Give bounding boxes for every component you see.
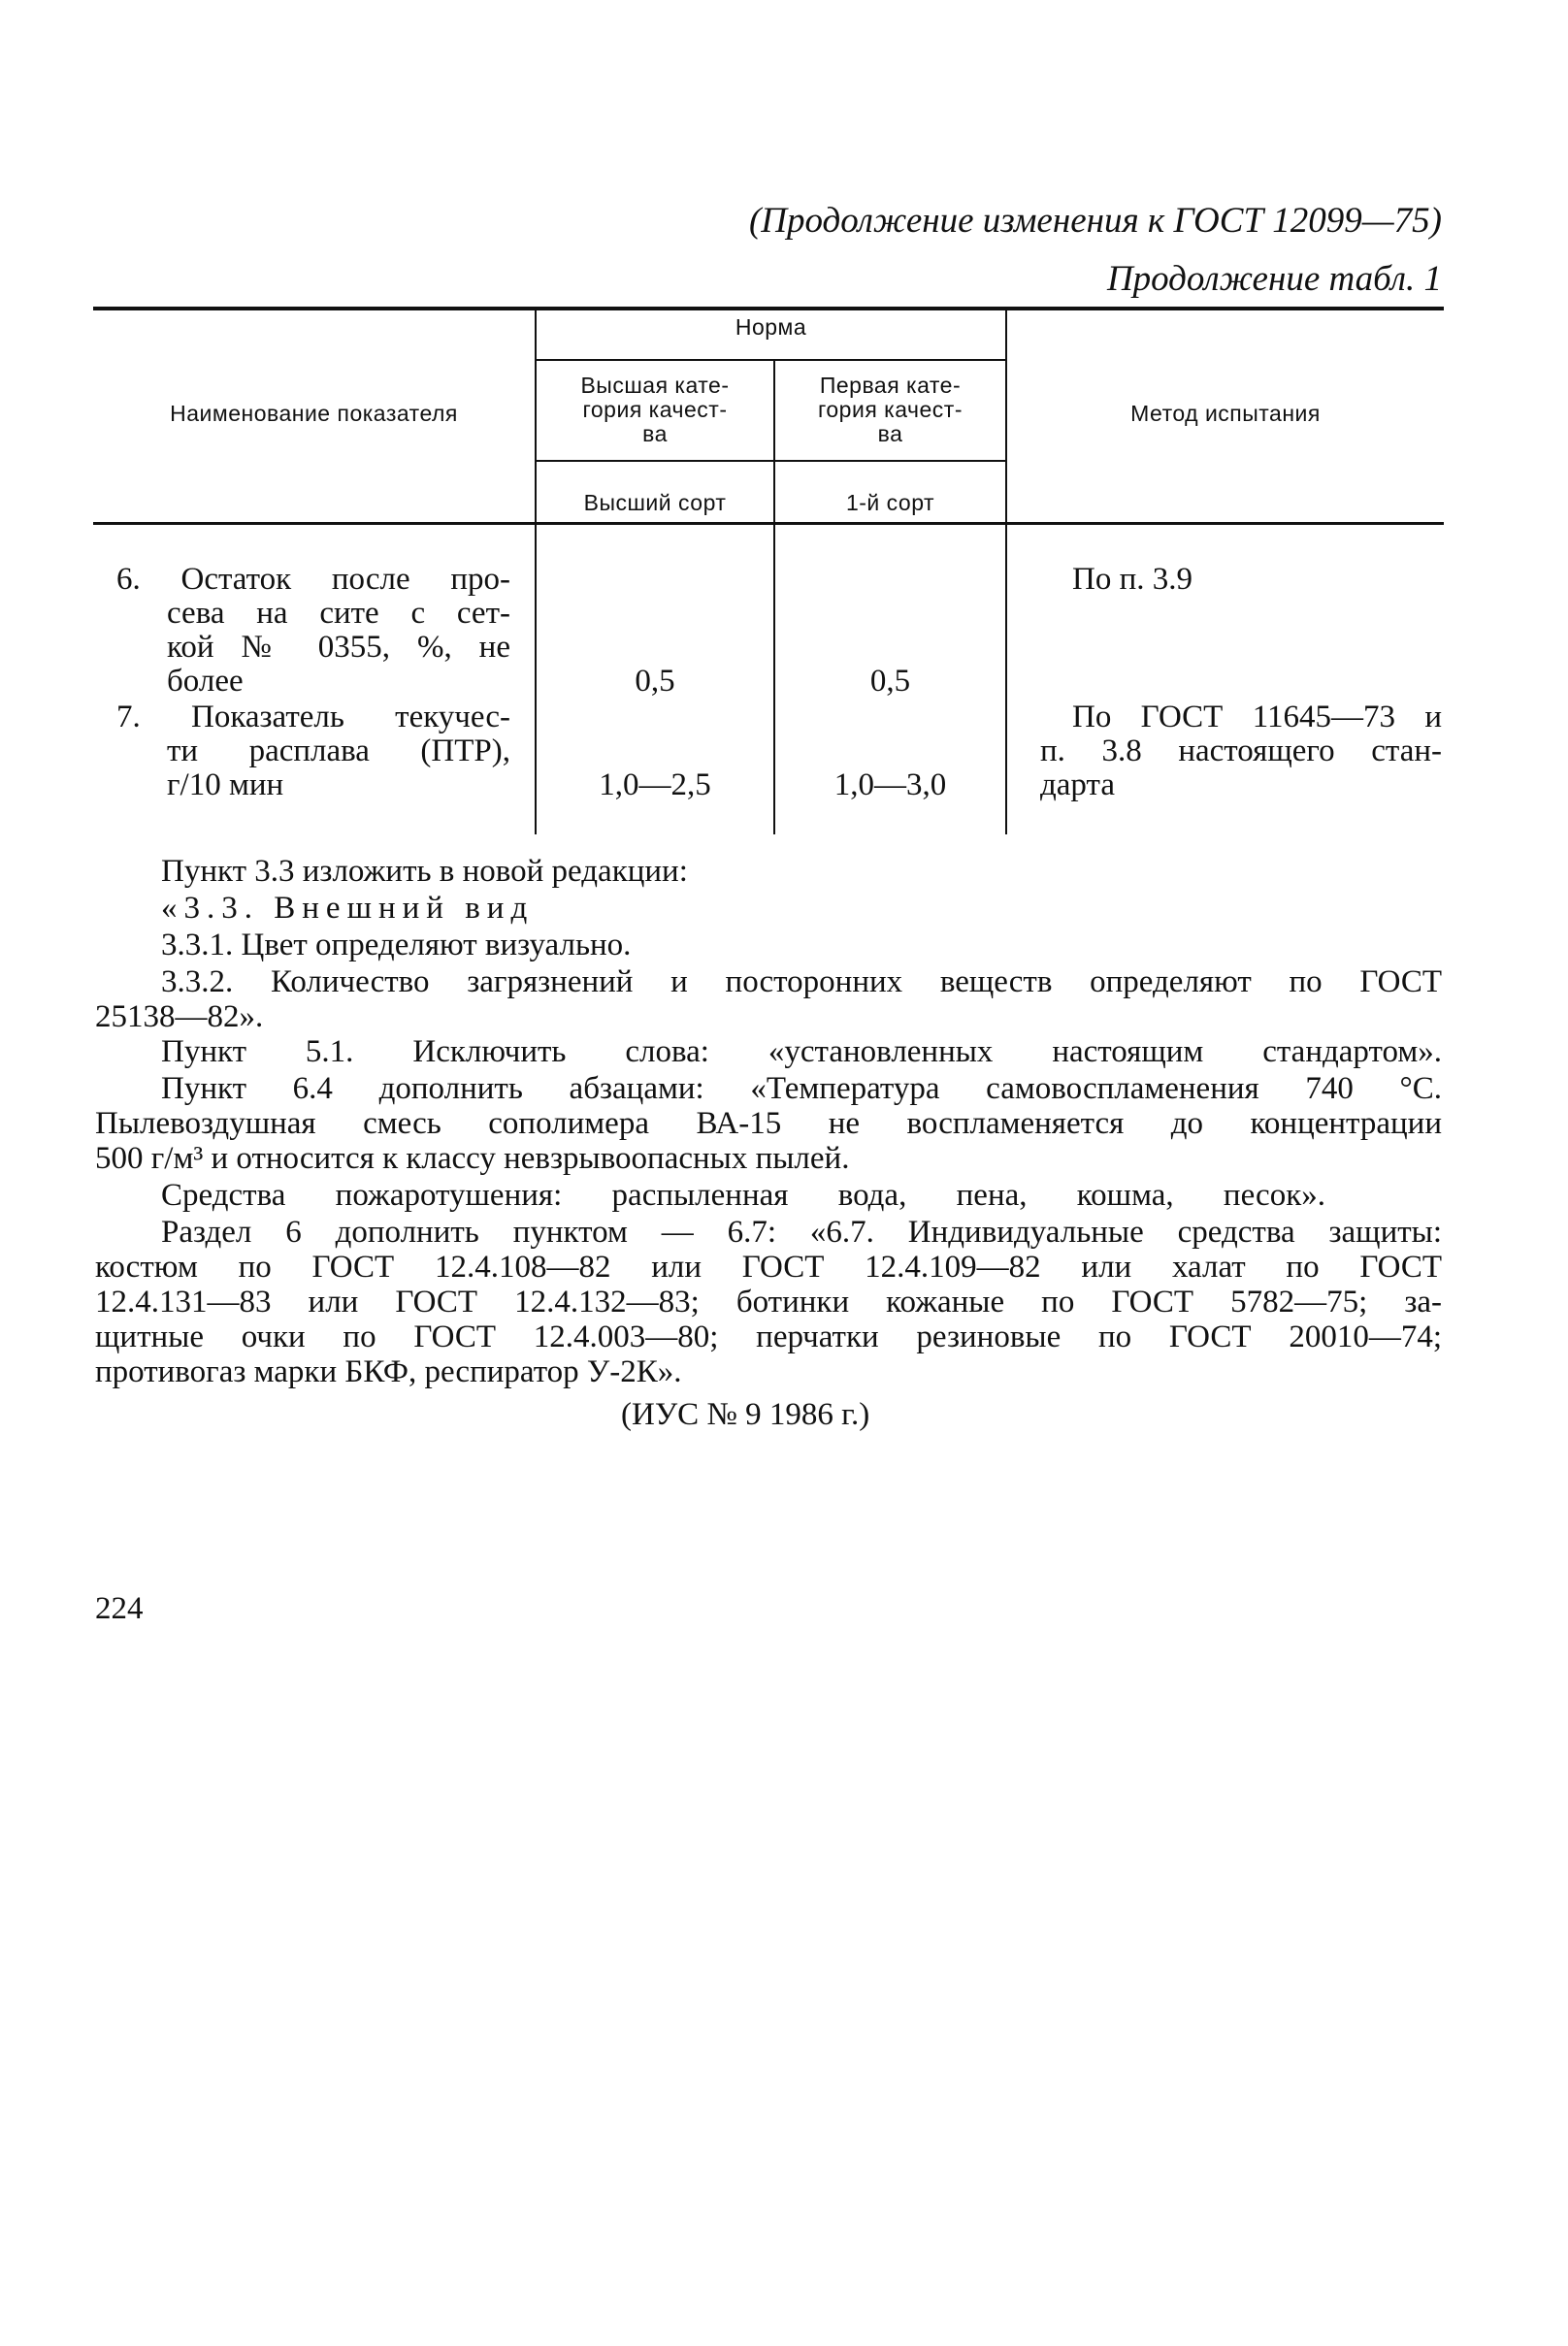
paragraph-item-6-4-line2: Пылевоздушная смесь сополимера ВА-15 не воспламеняется до концентрации	[95, 1106, 1442, 1141]
table-row-6-top-value: 0,5	[635, 664, 675, 699]
paragraph-section-6-line2: костюм по ГОСТ 12.4.108—82 или ГОСТ 12.4.109—82 или халат по ГОСТ	[95, 1250, 1442, 1285]
paragraph-section-6-line3: 12.4.131—83 или ГОСТ 12.4.132—83; ботинки кожаные по ГОСТ 5782—75; за-	[95, 1285, 1442, 1320]
header-parameter-name: Наименование показателя	[170, 401, 458, 426]
table-row-6-name: 6. Остаток после про- сева на сите с сет- кой № 0355, %, не более	[116, 562, 510, 699]
paragraph-item-3-3: Пункт 3.3 изложить в новой редакции:	[161, 854, 688, 889]
paragraph-fire-extinguishing: Средства пожаротушения: распыленная вода, пена, кошма, песок».	[161, 1178, 1325, 1213]
header-first-grade: 1-й сорт	[845, 490, 935, 515]
table-header-bottom-rule	[93, 522, 1444, 525]
header-first-category: Первая кате- гория качест- ва	[818, 373, 963, 446]
paragraph-item-5-1: Пункт 5.1. Исключить слова: «установленных настоящим стандартом».	[161, 1034, 1442, 1069]
table-row-7-name: 7. Показатель текучес- ти расплава (ПТР), г/10 мин	[116, 700, 510, 802]
paragraph-3-3-1: 3.3.1. Цвет определяют визуально.	[161, 928, 632, 962]
header-norm: Норма	[735, 314, 807, 340]
table-row-7-top-value: 1,0—2,5	[599, 767, 711, 802]
continuation-note: (Продолжение изменения к ГОСТ 12099—75)	[748, 201, 1442, 241]
header-top-category: Высшая кате- гория качест- ва	[580, 373, 730, 446]
paragraph-appearance-heading: «3.3. Внешний вид	[161, 891, 535, 926]
table-row-7-method: По ГОСТ 11645—73 и п. 3.8 настоящего стан- дарта	[1040, 700, 1442, 802]
table-row-6-method: По п. 3.9	[1072, 562, 1192, 597]
paragraph-section-6-line5: противогаз марки БКФ, респиратор У-2К».	[95, 1354, 682, 1389]
table-top-rule	[93, 307, 1444, 310]
norm-header-rule	[537, 359, 1005, 361]
source-reference: (ИУС № 9 1986 г.)	[621, 1397, 870, 1432]
category-header-rule	[537, 460, 1005, 462]
table-row-7-first-value: 1,0—3,0	[833, 767, 947, 802]
paragraph-section-6-line1: Раздел 6 дополнить пунктом — 6.7: «6.7. Индивидуальные средства защиты:	[161, 1215, 1442, 1250]
paragraph-section-6-line4: щитные очки по ГОСТ 12.4.003—80; перчатки резиновые по ГОСТ 20010—74;	[95, 1320, 1442, 1354]
table-continuation-label: Продолжение табл. 1	[1106, 259, 1442, 299]
page-number: 224	[95, 1591, 144, 1626]
col-divider-3	[1005, 310, 1007, 834]
header-top-grade: Высший сорт	[583, 490, 727, 515]
paragraph-3-3-2-line2: 25138—82».	[95, 999, 264, 1034]
header-method: Метод испытания	[1130, 401, 1321, 426]
paragraph-3-3-2-line1: 3.3.2. Количество загрязнений и посторонних веществ определяют по ГОСТ	[161, 964, 1442, 999]
paragraph-item-6-4-line3: 500 г/м³ и относится к классу невзрывоопасных пылей.	[95, 1141, 850, 1176]
paragraph-item-6-4-line1: Пункт 6.4 дополнить абзацами: «Температура самовоспламенения 740 °С.	[161, 1071, 1442, 1106]
table-row-6-first-value: 0,5	[869, 664, 911, 699]
